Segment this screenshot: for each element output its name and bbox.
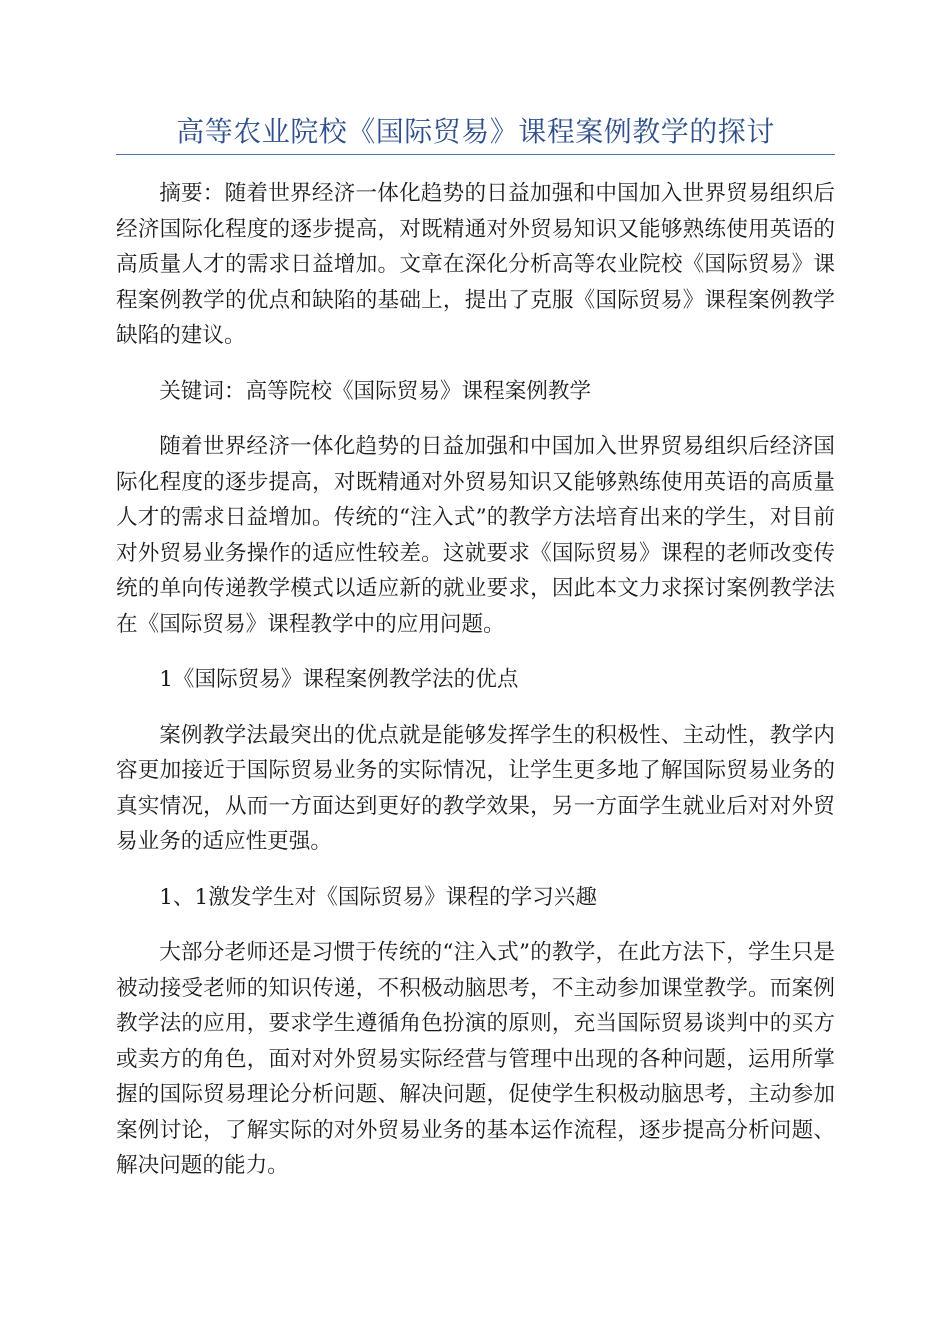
section-1-paragraph: 案例教学法最突出的优点就是能够发挥学生的积极性、主动性，教学内容更加接近于国际贸易业务的实际情况，让学生更多地了解国际贸易业务的真实情况，从而一方面达到更好的教学效果，另一方面学生就业后对对外贸易业务的适应性更强。 xyxy=(116,722,835,854)
abstract-paragraph: 摘要：随着世界经济一体化趋势的日益加强和中国加入世界贸易组织后经济国际化程度的逐步提高，对既精通对外贸易知识又能够熟练使用英语的高质量人才的需求日益增加。文章在深化分析高等农业院校《国际贸易》课程案例教学的优点和缺陷的基础上，提出了克服《国际贸易》课程案例教学缺陷的建议。 xyxy=(116,181,835,348)
section-1-1-heading: 1、1激发学生对《国际贸易》课程的学习兴趣 xyxy=(159,884,597,910)
title-underline xyxy=(116,154,835,155)
document-title: 高等农业院校《国际贸易》课程案例教学的探讨 xyxy=(176,115,775,148)
intro-paragraph: 随着世界经济一体化趋势的日益加强和中国加入世界贸易组织后经济国际化程度的逐步提高，对既精通对外贸易知识又能够熟练使用英语的高质量人才的需求日益增加。传统的“注入式”的教学方法培育出来的学生，对目前对外贸易业务操作的适应性较差。这就要求《国际贸易》课程的老师改变传统的单向传递教学模式以适应新的就业要求，因此本文力求探讨案例教学法在《国际贸易》课程教学中的应用问题。 xyxy=(116,434,835,637)
section-1-1-paragraph: 大部分老师还是习惯于传统的“注入式”的教学，在此方法下，学生只是被动接受老师的知识传递，不积极动脑思考，不主动参加课堂教学。而案例教学法的应用，要求学生遵循角色扮演的原则，充当国际贸易谈判中的买方或卖方的角色，面对对外贸易实际经营与管理中出现的各种问题，运用所掌握的国际贸易理论分析问题、解决问题，促使学生积极动脑思考，主动参加案例讨论，了解实际的对外贸易业务的基本运作流程，逐步提高分析问题、解决问题的能力。 xyxy=(116,940,835,1178)
keywords-line: 关键词：高等院校《国际贸易》课程案例教学 xyxy=(159,378,592,404)
section-1-heading: 1《国际贸易》课程案例教学法的优点 xyxy=(159,667,519,692)
document-body xyxy=(116,176,835,1204)
